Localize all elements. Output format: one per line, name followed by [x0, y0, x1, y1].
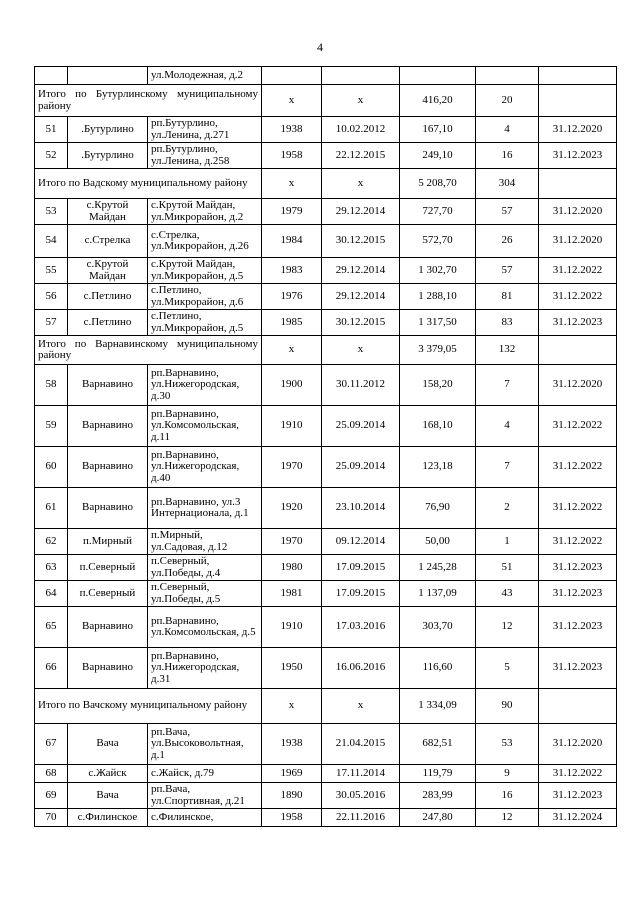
district-total-label: Итого по Вачскому муниципальному району	[35, 689, 262, 724]
cell-living-area: 303,70	[400, 607, 476, 648]
cell-empty	[35, 67, 68, 85]
cell-address: с.Жайск, д.79	[148, 765, 262, 783]
cell-living-area: 572,70	[400, 225, 476, 258]
cell-living-area: 247,80	[400, 809, 476, 827]
cell-year-built: 1938	[262, 117, 322, 143]
cell-year-built: 1950	[262, 648, 322, 689]
cell-recognition-date: 22.11.2016	[322, 809, 400, 827]
district-total-area: 1 334,09	[400, 689, 476, 724]
cell-x-mark: х	[322, 689, 400, 724]
cell-residents-count: 5	[476, 648, 539, 689]
cell-x-mark: х	[262, 85, 322, 117]
cell-row-number: 67	[35, 724, 68, 765]
district-total-area: 5 208,70	[400, 169, 476, 199]
cell-recognition-date: 17.11.2014	[322, 765, 400, 783]
cell-year-built: 1969	[262, 765, 322, 783]
cell-settlement: Варнавино	[68, 406, 148, 447]
cell-year-built: 1938	[262, 724, 322, 765]
cell-living-area: 682,51	[400, 724, 476, 765]
cell-residents-count: 7	[476, 447, 539, 488]
cell-living-area: 1 245,28	[400, 555, 476, 581]
cell-resettlement-deadline: 31.12.2020	[539, 724, 617, 765]
cell-row-number: 68	[35, 765, 68, 783]
cell-living-area: 249,10	[400, 143, 476, 169]
table-row-fragment	[35, 67, 617, 85]
cell-row-number: 54	[35, 225, 68, 258]
cell-recognition-date: 10.02.2012	[322, 117, 400, 143]
cell-living-area: 158,20	[400, 365, 476, 406]
cell-row-number: 63	[35, 555, 68, 581]
cell-resettlement-deadline: 31.12.2022	[539, 406, 617, 447]
cell-year-built: 1910	[262, 406, 322, 447]
cell-settlement: Варнавино	[68, 488, 148, 529]
cell-empty	[476, 67, 539, 85]
cell-year-built: 1976	[262, 284, 322, 310]
district-total-row	[35, 689, 617, 724]
cell-year-built: 1920	[262, 488, 322, 529]
cell-residents-count: 43	[476, 581, 539, 607]
cell-year-built: 1979	[262, 199, 322, 225]
cell-recognition-date: 25.09.2014	[322, 447, 400, 488]
district-total-label: Итого по Варнавинскому муниципальному району	[35, 336, 262, 365]
table-row	[35, 310, 617, 336]
cell-settlement: Вача	[68, 783, 148, 809]
cell-resettlement-deadline: 31.12.2022	[539, 529, 617, 555]
cell-living-area: 50,00	[400, 529, 476, 555]
table-row	[35, 447, 617, 488]
table-row	[35, 284, 617, 310]
cell-settlement: .Бутурлино	[68, 117, 148, 143]
table-row	[35, 607, 617, 648]
cell-residents-count: 16	[476, 143, 539, 169]
cell-residents-count: 57	[476, 258, 539, 284]
page-number: 4	[317, 40, 323, 54]
cell-settlement: п.Мирный	[68, 529, 148, 555]
cell-living-area: 283,99	[400, 783, 476, 809]
cell-row-number: 57	[35, 310, 68, 336]
cell-year-built: 1900	[262, 365, 322, 406]
cell-resettlement-deadline: 31.12.2023	[539, 310, 617, 336]
cell-residents-count: 51	[476, 555, 539, 581]
district-total-count: 90	[476, 689, 539, 724]
district-total-count: 132	[476, 336, 539, 365]
cell-year-built: 1910	[262, 607, 322, 648]
cell-row-number: 62	[35, 529, 68, 555]
cell-living-area: 168,10	[400, 406, 476, 447]
cell-residents-count: 16	[476, 783, 539, 809]
cell-recognition-date: 30.12.2015	[322, 225, 400, 258]
district-total-area: 3 379,05	[400, 336, 476, 365]
cell-residents-count: 26	[476, 225, 539, 258]
cell-x-mark: х	[322, 85, 400, 117]
district-total-label: Итого по Бутурлинскому муниципальному району	[35, 85, 262, 117]
cell-living-area: 116,60	[400, 648, 476, 689]
cell-settlement: п.Северный	[68, 555, 148, 581]
cell-row-number: 66	[35, 648, 68, 689]
cell-recognition-date: 30.11.2012	[322, 365, 400, 406]
cell-residents-count: 12	[476, 607, 539, 648]
table-body	[35, 67, 617, 827]
cell-settlement: с.Стрелка	[68, 225, 148, 258]
cell-recognition-date: 30.12.2015	[322, 310, 400, 336]
cell-resettlement-deadline: 31.12.2022	[539, 284, 617, 310]
cell-settlement: Вача	[68, 724, 148, 765]
cell-year-built: 1984	[262, 225, 322, 258]
cell-settlement: с.Петлино	[68, 284, 148, 310]
table-row	[35, 765, 617, 783]
table-row	[35, 529, 617, 555]
district-total-count: 20	[476, 85, 539, 117]
cell-living-area: 119,79	[400, 765, 476, 783]
cell-empty	[68, 67, 148, 85]
cell-recognition-date: 30.05.2016	[322, 783, 400, 809]
cell-address: с.Петлино, ул.Микрорайон, д.5	[148, 310, 262, 336]
table-row	[35, 809, 617, 827]
cell-row-number: 59	[35, 406, 68, 447]
cell-year-built: 1980	[262, 555, 322, 581]
cell-recognition-date: 22.12.2015	[322, 143, 400, 169]
cell-empty	[539, 67, 617, 85]
cell-year-built: 1970	[262, 529, 322, 555]
cell-address: рп.Варнавино, ул.Нижегородская, д.31	[148, 648, 262, 689]
cell-recognition-date: 17.09.2015	[322, 581, 400, 607]
district-total-area: 416,20	[400, 85, 476, 117]
cell-residents-count: 4	[476, 117, 539, 143]
cell-empty	[262, 67, 322, 85]
cell-settlement: с.Филинское	[68, 809, 148, 827]
cell-residents-count: 81	[476, 284, 539, 310]
cell-resettlement-deadline: 31.12.2022	[539, 447, 617, 488]
cell-residents-count: 9	[476, 765, 539, 783]
cell-residents-count: 7	[476, 365, 539, 406]
cell-settlement: с.Крутой Майдан	[68, 199, 148, 225]
table-row	[35, 648, 617, 689]
cell-resettlement-deadline: 31.12.2023	[539, 581, 617, 607]
cell-resettlement-deadline: 31.12.2020	[539, 365, 617, 406]
cell-recognition-date: 29.12.2014	[322, 284, 400, 310]
cell-address: рп.Варнавино, ул.Нижегородская, д.40	[148, 447, 262, 488]
cell-address: рп.Бутурлино, ул.Ленина, д.271	[148, 117, 262, 143]
cell-recognition-date: 23.10.2014	[322, 488, 400, 529]
cell-year-built: 1985	[262, 310, 322, 336]
cell-living-area: 167,10	[400, 117, 476, 143]
cell-recognition-date: 09.12.2014	[322, 529, 400, 555]
cell-settlement: Варнавино	[68, 648, 148, 689]
cell-row-number: 65	[35, 607, 68, 648]
cell-address: с.Крутой Майдан, ул.Микрорайон, д.2	[148, 199, 262, 225]
table-row	[35, 488, 617, 529]
table-row	[35, 555, 617, 581]
cell-resettlement-deadline: 31.12.2020	[539, 117, 617, 143]
cell-x-mark: х	[262, 336, 322, 365]
housing-register-table	[34, 66, 617, 827]
cell-empty	[539, 85, 617, 117]
cell-address: рп.Варнавино, ул.Комсомольская, д.11	[148, 406, 262, 447]
cell-row-number: 55	[35, 258, 68, 284]
cell-address: рп.Варнавино, ул.3 Интернационала, д.1	[148, 488, 262, 529]
cell-resettlement-deadline: 31.12.2022	[539, 258, 617, 284]
district-total-row	[35, 169, 617, 199]
cell-living-area: 1 137,09	[400, 581, 476, 607]
cell-row-number: 69	[35, 783, 68, 809]
cell-residents-count: 12	[476, 809, 539, 827]
cell-living-area: 123,18	[400, 447, 476, 488]
cell-recognition-date: 25.09.2014	[322, 406, 400, 447]
cell-year-built: 1958	[262, 809, 322, 827]
cell-row-number: 53	[35, 199, 68, 225]
cell-living-area: 1 302,70	[400, 258, 476, 284]
cell-resettlement-deadline: 31.12.2022	[539, 488, 617, 529]
district-total-count: 304	[476, 169, 539, 199]
cell-resettlement-deadline: 31.12.2023	[539, 783, 617, 809]
cell-row-number: 70	[35, 809, 68, 827]
cell-empty	[322, 67, 400, 85]
cell-living-area: 76,90	[400, 488, 476, 529]
cell-resettlement-deadline: 31.12.2020	[539, 225, 617, 258]
cell-living-area: 1 317,50	[400, 310, 476, 336]
table-row	[35, 199, 617, 225]
cell-settlement: .Бутурлино	[68, 143, 148, 169]
cell-settlement: п.Северный	[68, 581, 148, 607]
cell-x-mark: х	[262, 689, 322, 724]
cell-recognition-date: 17.03.2016	[322, 607, 400, 648]
cell-row-number: 61	[35, 488, 68, 529]
cell-resettlement-deadline: 31.12.2023	[539, 607, 617, 648]
cell-row-number: 64	[35, 581, 68, 607]
cell-settlement: с.Жайск	[68, 765, 148, 783]
cell-settlement: с.Петлино	[68, 310, 148, 336]
cell-address: п.Мирный, ул.Садовая, д.12	[148, 529, 262, 555]
cell-address: с.Крутой Майдан, ул.Микрорайон, д.5	[148, 258, 262, 284]
cell-resettlement-deadline: 31.12.2024	[539, 809, 617, 827]
cell-row-number: 51	[35, 117, 68, 143]
cell-living-area: 727,70	[400, 199, 476, 225]
table-row	[35, 724, 617, 765]
cell-year-built: 1981	[262, 581, 322, 607]
cell-row-number: 52	[35, 143, 68, 169]
cell-residents-count: 53	[476, 724, 539, 765]
cell-year-built: 1983	[262, 258, 322, 284]
table-row	[35, 143, 617, 169]
cell-x-mark: х	[322, 169, 400, 199]
cell-resettlement-deadline: 31.12.2023	[539, 143, 617, 169]
table-row	[35, 365, 617, 406]
cell-recognition-date: 21.04.2015	[322, 724, 400, 765]
cell-address: рп.Варнавино, ул.Комсомольская, д.5	[148, 607, 262, 648]
cell-resettlement-deadline: 31.12.2022	[539, 765, 617, 783]
cell-recognition-date: 16.06.2016	[322, 648, 400, 689]
cell-address: с.Петлино, ул.Микрорайон, д.6	[148, 284, 262, 310]
cell-residents-count: 4	[476, 406, 539, 447]
cell-address: ул.Молодежная, д.2	[148, 67, 262, 85]
cell-x-mark: х	[322, 336, 400, 365]
cell-address: рп.Бутурлино, ул.Ленина, д.258	[148, 143, 262, 169]
table-row	[35, 783, 617, 809]
table-row	[35, 225, 617, 258]
table-row	[35, 581, 617, 607]
cell-settlement: Варнавино	[68, 447, 148, 488]
cell-year-built: 1970	[262, 447, 322, 488]
cell-address: рп.Варнавино, ул.Нижегородская, д.30	[148, 365, 262, 406]
cell-resettlement-deadline: 31.12.2023	[539, 555, 617, 581]
district-total-label: Итого по Вадскому муниципальному району	[35, 169, 262, 199]
cell-recognition-date: 29.12.2014	[322, 258, 400, 284]
cell-residents-count: 57	[476, 199, 539, 225]
cell-residents-count: 83	[476, 310, 539, 336]
cell-address: п.Северный, ул.Победы, д.4	[148, 555, 262, 581]
cell-settlement: Варнавино	[68, 365, 148, 406]
cell-recognition-date: 29.12.2014	[322, 199, 400, 225]
cell-residents-count: 2	[476, 488, 539, 529]
cell-empty	[539, 336, 617, 365]
cell-year-built: 1890	[262, 783, 322, 809]
district-total-row	[35, 85, 617, 117]
cell-address: п.Северный, ул.Победы, д.5	[148, 581, 262, 607]
cell-row-number: 58	[35, 365, 68, 406]
cell-resettlement-deadline: 31.12.2023	[539, 648, 617, 689]
cell-residents-count: 1	[476, 529, 539, 555]
cell-resettlement-deadline: 31.12.2020	[539, 199, 617, 225]
table-row	[35, 117, 617, 143]
cell-address: рп.Вача, ул.Спортивная, д.21	[148, 783, 262, 809]
table-row	[35, 406, 617, 447]
cell-row-number: 60	[35, 447, 68, 488]
district-total-row	[35, 336, 617, 365]
cell-settlement: Варнавино	[68, 607, 148, 648]
table-row	[35, 258, 617, 284]
cell-settlement: с.Крутой Майдан	[68, 258, 148, 284]
cell-year-built: 1958	[262, 143, 322, 169]
cell-living-area: 1 288,10	[400, 284, 476, 310]
cell-recognition-date: 17.09.2015	[322, 555, 400, 581]
cell-address: с.Филинское,	[148, 809, 262, 827]
cell-empty	[400, 67, 476, 85]
cell-row-number: 56	[35, 284, 68, 310]
cell-x-mark: х	[262, 169, 322, 199]
cell-empty	[539, 169, 617, 199]
cell-empty	[539, 689, 617, 724]
cell-address: с.Стрелка, ул.Микрорайон, д.26	[148, 225, 262, 258]
cell-address: рп.Вача, ул.Высоковольтная, д.1	[148, 724, 262, 765]
